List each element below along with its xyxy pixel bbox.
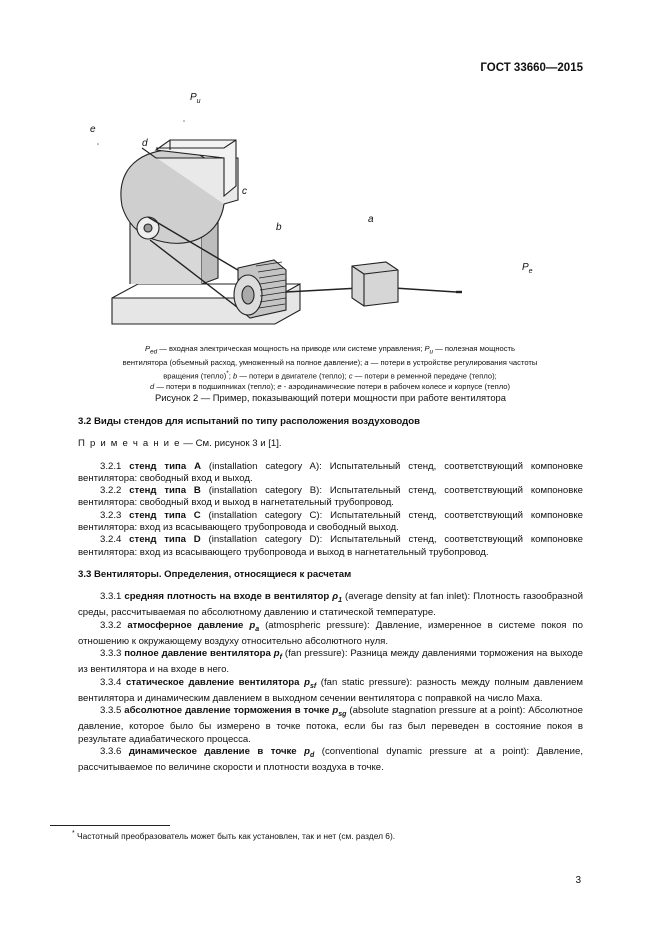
figure-caption: Рисунок 2 — Пример, показывающий потери мощности при работе вентилятора — [155, 392, 506, 403]
legend-line-4: d — потери в подшипниках (тепло); e - аэродинамические потери в рабочем колесе и корпусе (тепло) — [150, 381, 510, 391]
label-pu: $P_u$ — [190, 92, 201, 105]
item-3-2-2: 3.2.2 стенд типа B (installation category B): Испытательный стенд, соответствующий компоновке вентилятора: свободный вход и выход в нагнетательный трубопровод. — [78, 485, 583, 509]
item-3-3-3: 3.3.3 полное давление вентилятора $p_f$ (fan pressure): Разница между давлениями торможения на выходе из вентилятора и на входе в него. — [78, 648, 583, 676]
document-code: ГОСТ 33660—2015 — [480, 62, 583, 74]
item-3-3-2: 3.3.2 атмосферное давление $p_a$ (atmospheric pressure): Давление, измеренное в системе покоя по отношению к окружающему воздуху относительно абсолютного нуля. — [78, 619, 584, 647]
footnote: * Частотный преобразователь может быть как установлен, так и нет (см. раздел 6). — [72, 830, 396, 841]
item-3-3-4: 3.3.4 статическое давление вентилятора $p_{sf}$ (fan static pressure): разность между полным давлением вентилятора и динамическим давлением в выходном сечении вентилятора с поправкой на число Маха. — [78, 676, 583, 704]
section-heading-3-2: 3.2 Виды стендов для испытаний по типу расположения воздуховодов — [78, 416, 420, 427]
label-a: a — [368, 214, 374, 225]
page-number: 3 — [575, 875, 581, 886]
legend-line-3: вращения (тепло)*; b — потери в двигателе (тепло); c — потери в ременной передаче (тепло); — [163, 369, 497, 381]
item-3-2-3: 3.2.3 стенд типа C (installation category C): Испытательный стенд, соответствующий компоновке вентилятора: вход из всасывающего трубопровода и свободный выход. — [78, 509, 583, 534]
document-body — [78, 416, 583, 775]
label-d: d — [142, 138, 148, 149]
section-heading-3-3: 3.3 Вентиляторы. Определения, относящиеся к расчетам — [78, 568, 352, 580]
fan-illustration — [60, 88, 600, 340]
label-pe: $P_e$ — [522, 262, 533, 275]
item-3-2-1: 3.2.1 стенд типа A (installation category A): Испытательный стенд, соответствующий компоновке вентилятора: свободный вход и выход. — [78, 460, 583, 484]
item-3-3-6: 3.3.6 динамическое давление в точке $p_d$ (conventional dynamic pressure at a point): Давление, рассчитываемое по величине скорости и плотности воздуха в точке. — [78, 746, 583, 774]
item-3-3-1: 3.3.1 средняя плотность на входе в вентилятор $\rho_1$ (average density at fan inlet): Плотность газообразной среды, рассчитываемая по абсолютному давлению и статической температуре. — [78, 591, 584, 619]
figure-legend — [70, 344, 590, 392]
note: П р и м е ч а н и е — См. рисунок 3 и [1]. — [78, 438, 282, 450]
frequency-controller-box — [352, 262, 398, 306]
label-e: e — [90, 124, 96, 135]
item-3-2-4: 3.2.4 стенд типа D (installation category D): Испытательный стенд, соответствующий компоновке вентилятора: вход из всасывающего трубопровода и выход в нагнетательный трубопровод. — [78, 534, 583, 558]
fan-power-loss-figure — [60, 88, 600, 340]
label-b: b — [276, 222, 282, 233]
legend-line-1: $P_{ed}$ — входная электрическая мощность на приводе или системе управления; $P_u$ — полезная мощность — [145, 344, 515, 356]
legend-line-2: вентилятора (объемный расход, умноженный на полное давление); a — потери в устройстве регулирования частоты — [122, 358, 538, 368]
footnote-divider — [50, 825, 170, 826]
label-c: c — [242, 186, 247, 197]
item-3-3-5: 3.3.5 абсолютное давление торможения в точке $p_{sg}$ (absolute stagnation pressure at a point): Абсолютное давление, которое было бы измерено в точке потока, если бы газ был переведен в состояние покоя в результате адиабатического процесса. — [78, 705, 583, 745]
